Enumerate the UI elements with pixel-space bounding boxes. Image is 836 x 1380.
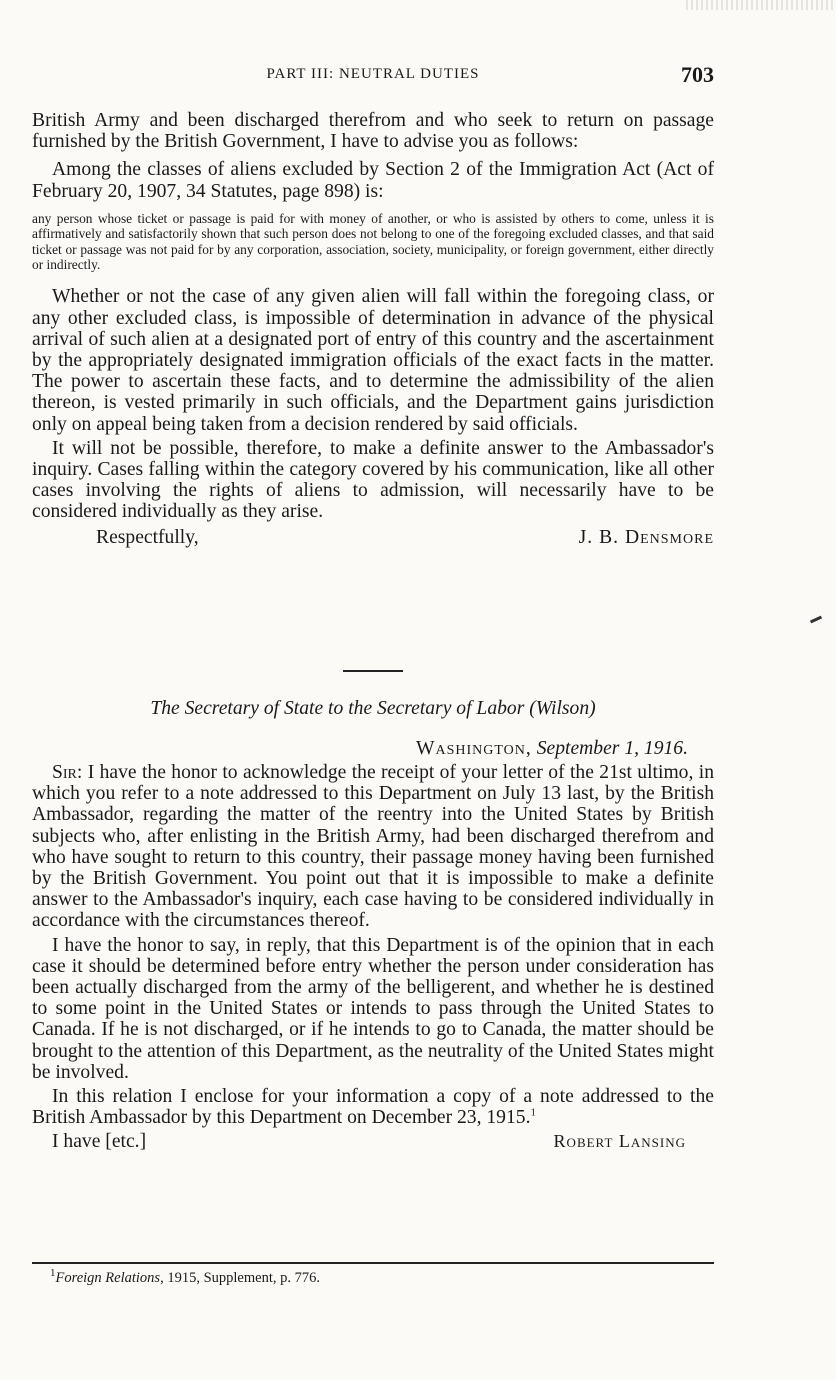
paragraph-no-answer: It will not be possible, therefore, to make a definite answer to the Ambassador's inquiry. Cases falling within the category covered by his communication, like all other cases involving the rights of aliens to admission, will necessarily have to be considered individually as they arise. [32, 437, 714, 523]
dateline-date: September 1, 1916. [536, 738, 688, 759]
footnote-reference[interactable]: 1 [530, 1106, 536, 1119]
closing-block [32, 527, 714, 549]
signature-lansing: Robert Lansing [553, 1131, 686, 1152]
document-title: The Secretary of State to the Secretary of Labor (Wilson) [150, 698, 596, 719]
footnote-marker: 1 [50, 1267, 56, 1280]
running-head: PART III: NEUTRAL DUTIES [266, 66, 480, 82]
paragraph-enclosure [32, 1086, 714, 1128]
footnote-rule-wrap [32, 1262, 714, 1264]
signature-densmore: J. B. Densmore [578, 526, 714, 548]
closing-respectfully: Respectfully, [96, 526, 199, 548]
paragraph-acknowledgment [32, 762, 714, 932]
footnote [32, 1267, 320, 1287]
margin-mark [810, 616, 822, 624]
paragraph-jurisdiction: Whether or not the case of any given alien will fall within the foregoing class, or any other excluded class, is impossible of determination in advance of the physical arrival of such alien at a designated port of entry of this country and the ascertainment by the appropriately designated immigration officials of the exact facts in the matter. The power to ascertain these facts, and to determine the admissibility of the alien thereon, is vested primarily in such officials, and the Department gains jurisdiction only on appeal being taken from a decision rendered by said officials. [32, 286, 714, 435]
quote-intro-paragraph: Among the classes of aliens excluded by Section 2 of the Immigration Act (Act of February 20, 1907, 34 Statutes, page 898) is: [32, 159, 714, 202]
document-title-name: Wilson [535, 698, 590, 719]
footnote-rule [32, 1262, 714, 1264]
closing-etc: I have [etc.] [52, 1131, 147, 1153]
page-number: 703 [681, 62, 714, 87]
page-header [32, 62, 714, 88]
letter-lansing [32, 698, 714, 1153]
divider [32, 670, 714, 672]
paragraph-acknowledgment-text: I have the honor to acknowledge the receipt of your letter of the 21st ultimo, in which you refer to a note addressed to this Department on July 13 last, by the British Ambassador, regarding the matter of the reentry into the United States by British subjects who, after enlisting in the British Army, had been discharged therefrom and who have sought to return to this country, their passage money having been furnished by the British Government. You point out that it is impossible to make a definite answer to the Ambassador's inquiry, each case having to be considered individually in accordance with the circumstances thereof. [32, 762, 714, 932]
footnote-source-title: Foreign Relations [55, 1270, 161, 1286]
scan-artifact [686, 0, 836, 10]
letter-densmore [32, 110, 714, 549]
paragraph-enclosure-text: In this relation I enclose for your information a copy of a note addressed to the British Ambassador by this Department on December 23, 1915. [32, 1086, 714, 1129]
footnote-source-rest: , 1915, Supplement, p. 776. [160, 1270, 320, 1286]
document-title-main: The Secretary of State to the Secretary of Labor [150, 698, 525, 719]
salutation: Sir: [52, 762, 83, 783]
opening-paragraph: British Army and been discharged therefrom and who seek to return on passage furnished by the British Government, I have to advise you as follows: [32, 110, 714, 153]
dateline-place: Washington, [416, 738, 532, 759]
section-rule [343, 670, 403, 672]
paragraph-reply: I have the honor to say, in reply, that this Department is of the opinion that in each case it should be determined before entry whether the person under consideration has been actually discharged from the army of the belligerent, and whether he is destined to some point in the United States or intends to pass through the United States to Canada. If he is not discharged, or if he intends to go to Canada, the matter should be brought to the attention of this Department, as the neutrality of the United States might be involved. [32, 934, 714, 1083]
quoted-statute: any person whose ticket or passage is paid for with money of another, or who is assisted by others to come, unless it is affirmatively and satisfactorily shown that such person does not belong to one of the foregoing excluded classes, and that said ticket or passage was not paid for by any corporation, association, society, municipality, or foreign government, either directly or indirectly. [32, 210, 714, 273]
dateline [32, 738, 714, 760]
closing-block-2 [32, 1131, 714, 1153]
